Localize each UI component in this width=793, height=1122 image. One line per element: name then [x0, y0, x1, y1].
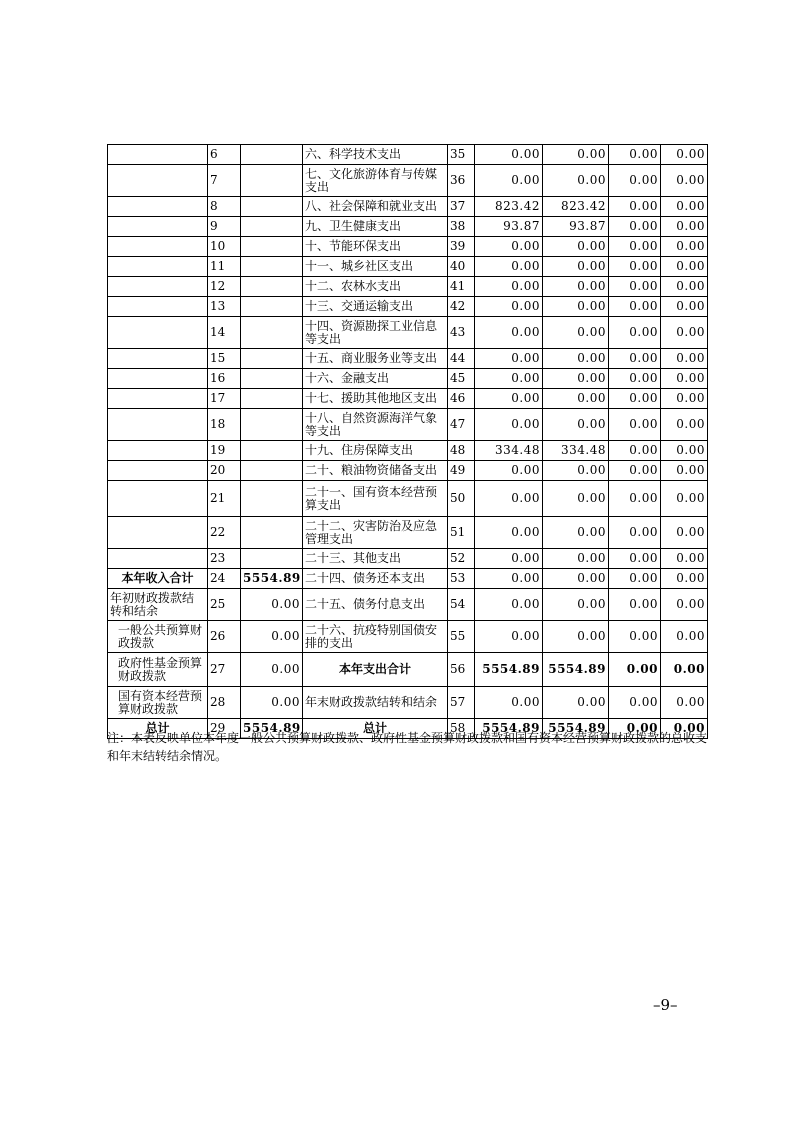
- income-amount: [241, 461, 303, 481]
- gov-fund-amount: 0.00: [609, 389, 661, 409]
- expenditure-item: 十四、资源勘探工业信息等支出: [303, 317, 448, 349]
- income-amount: 0.00: [241, 687, 303, 719]
- general-budget-amount: 0.00: [543, 517, 609, 549]
- gov-fund-amount: 0.00: [609, 257, 661, 277]
- general-budget-amount: 0.00: [543, 461, 609, 481]
- gov-fund-amount: 0.00: [609, 237, 661, 257]
- state-capital-amount: 0.00: [661, 317, 708, 349]
- gov-fund-amount: 0.00: [609, 621, 661, 653]
- table-row: [108, 369, 708, 389]
- gov-fund-amount: 0.00: [609, 277, 661, 297]
- line-number: 51: [448, 517, 475, 549]
- line-number: 29: [208, 719, 241, 739]
- general-budget-amount: 93.87: [543, 217, 609, 237]
- line-number: 48: [448, 441, 475, 461]
- income-amount: [241, 197, 303, 217]
- line-number: 20: [208, 461, 241, 481]
- line-number: 13: [208, 297, 241, 317]
- line-number: 12: [208, 277, 241, 297]
- income-amount: 5554.89: [241, 569, 303, 589]
- expenditure-item: 二十一、国有资本经营预算支出: [303, 481, 448, 517]
- table-row: [108, 317, 708, 349]
- state-capital-amount: 0.00: [661, 687, 708, 719]
- expenditure-item: 十七、援助其他地区支出: [303, 389, 448, 409]
- line-number: 35: [448, 145, 475, 165]
- line-number: 27: [208, 653, 241, 687]
- general-budget-amount: 823.42: [543, 197, 609, 217]
- expenditure-item: 二十、粮油物资储备支出: [303, 461, 448, 481]
- expenditure-item: 本年支出合计: [303, 653, 448, 687]
- line-number: 44: [448, 349, 475, 369]
- total-amount: 0.00: [475, 257, 543, 277]
- income-label: [108, 409, 208, 441]
- line-number: 57: [448, 687, 475, 719]
- general-budget-amount: 0.00: [543, 569, 609, 589]
- expenditure-item: 十八、自然资源海洋气象等支出: [303, 409, 448, 441]
- state-capital-amount: 0.00: [661, 349, 708, 369]
- expenditure-item: 总计: [303, 719, 448, 739]
- state-capital-amount: 0.00: [661, 589, 708, 621]
- state-capital-amount: 0.00: [661, 369, 708, 389]
- income-label: [108, 277, 208, 297]
- gov-fund-amount: 0.00: [609, 197, 661, 217]
- table-row: [108, 621, 708, 653]
- expenditure-item: 十二、农林水支出: [303, 277, 448, 297]
- line-number: 52: [448, 549, 475, 569]
- line-number: 10: [208, 237, 241, 257]
- line-number: 40: [448, 257, 475, 277]
- state-capital-amount: 0.00: [661, 237, 708, 257]
- income-label: [108, 145, 208, 165]
- total-amount: 0.00: [475, 409, 543, 441]
- general-budget-amount: 0.00: [543, 277, 609, 297]
- state-capital-amount: 0.00: [661, 217, 708, 237]
- general-budget-amount: 0.00: [543, 687, 609, 719]
- line-number: 25: [208, 589, 241, 621]
- line-number: 38: [448, 217, 475, 237]
- total-amount: 0.00: [475, 297, 543, 317]
- general-budget-amount: 0.00: [543, 621, 609, 653]
- income-amount: [241, 517, 303, 549]
- line-number: 43: [448, 317, 475, 349]
- income-label: [108, 461, 208, 481]
- general-budget-amount: 0.00: [543, 297, 609, 317]
- income-label: 国有资本经营预算财政拨款: [108, 687, 208, 719]
- income-amount: [241, 549, 303, 569]
- line-number: 18: [208, 409, 241, 441]
- total-amount: 334.48: [475, 441, 543, 461]
- gov-fund-amount: 0.00: [609, 461, 661, 481]
- gov-fund-amount: 0.00: [609, 687, 661, 719]
- line-number: 26: [208, 621, 241, 653]
- table-row: [108, 349, 708, 369]
- total-amount: 0.00: [475, 389, 543, 409]
- state-capital-amount: 0.00: [661, 621, 708, 653]
- total-amount: 93.87: [475, 217, 543, 237]
- total-amount: 0.00: [475, 549, 543, 569]
- line-number: 53: [448, 569, 475, 589]
- state-capital-amount: 0.00: [661, 461, 708, 481]
- line-number: 7: [208, 165, 241, 197]
- table-row: [108, 549, 708, 569]
- income-amount: [241, 481, 303, 517]
- total-amount: 0.00: [475, 569, 543, 589]
- gov-fund-amount: 0.00: [609, 589, 661, 621]
- fiscal-appropriation-table: [107, 144, 708, 739]
- general-budget-amount: 0.00: [543, 369, 609, 389]
- line-number: 6: [208, 145, 241, 165]
- income-amount: [241, 165, 303, 197]
- general-budget-amount: 5554.89: [543, 653, 609, 687]
- state-capital-amount: 0.00: [661, 409, 708, 441]
- general-budget-amount: 0.00: [543, 237, 609, 257]
- expenditure-item: 二十二、灾害防治及应急管理支出: [303, 517, 448, 549]
- total-amount: 0.00: [475, 165, 543, 197]
- expenditure-item: 十三、交通运输支出: [303, 297, 448, 317]
- gov-fund-amount: 0.00: [609, 481, 661, 517]
- income-label: [108, 349, 208, 369]
- gov-fund-amount: 0.00: [609, 719, 661, 739]
- expenditure-item: 十、节能环保支出: [303, 237, 448, 257]
- total-amount: 0.00: [475, 461, 543, 481]
- total-amount: 5554.89: [475, 653, 543, 687]
- expenditure-item: 二十三、其他支出: [303, 549, 448, 569]
- total-amount: 0.00: [475, 237, 543, 257]
- gov-fund-amount: 0.00: [609, 441, 661, 461]
- line-number: 21: [208, 481, 241, 517]
- table-row: [108, 257, 708, 277]
- expenditure-item: 十九、住房保障支出: [303, 441, 448, 461]
- table-row: [108, 687, 708, 719]
- gov-fund-amount: 0.00: [609, 569, 661, 589]
- total-amount: 5554.89: [475, 719, 543, 739]
- income-label: 年初财政拨款结转和结余: [108, 589, 208, 621]
- table-row: [108, 277, 708, 297]
- income-label: 一般公共预算财政拨款: [108, 621, 208, 653]
- line-number: 14: [208, 317, 241, 349]
- expenditure-item: 九、卫生健康支出: [303, 217, 448, 237]
- income-label: [108, 165, 208, 197]
- table-row: [108, 237, 708, 257]
- table-row: [108, 165, 708, 197]
- general-budget-amount: 0.00: [543, 589, 609, 621]
- total-amount: 0.00: [475, 589, 543, 621]
- expenditure-item: 十六、金融支出: [303, 369, 448, 389]
- line-number: 54: [448, 589, 475, 621]
- income-amount: [241, 257, 303, 277]
- income-amount: 0.00: [241, 621, 303, 653]
- income-label: [108, 517, 208, 549]
- income-amount: [241, 237, 303, 257]
- gov-fund-amount: 0.00: [609, 145, 661, 165]
- expenditure-item: 二十五、债务付息支出: [303, 589, 448, 621]
- general-budget-amount: 0.00: [543, 145, 609, 165]
- income-label: [108, 549, 208, 569]
- table-row: [108, 481, 708, 517]
- income-label: 政府性基金预算财政拨款: [108, 653, 208, 687]
- general-budget-amount: 0.00: [543, 549, 609, 569]
- income-amount: [241, 441, 303, 461]
- general-budget-amount: 0.00: [543, 389, 609, 409]
- state-capital-amount: 0.00: [661, 653, 708, 687]
- line-number: 36: [448, 165, 475, 197]
- income-amount: [241, 297, 303, 317]
- table-row: [108, 197, 708, 217]
- general-budget-amount: 0.00: [543, 165, 609, 197]
- income-amount: [241, 145, 303, 165]
- line-number: 24: [208, 569, 241, 589]
- table-row: [108, 297, 708, 317]
- total-amount: 0.00: [475, 349, 543, 369]
- table-row: [108, 461, 708, 481]
- table-row: [108, 653, 708, 687]
- line-number: 58: [448, 719, 475, 739]
- line-number: 23: [208, 549, 241, 569]
- gov-fund-amount: 0.00: [609, 165, 661, 197]
- total-amount: 0.00: [475, 621, 543, 653]
- state-capital-amount: 0.00: [661, 441, 708, 461]
- line-number: 15: [208, 349, 241, 369]
- table-row: [108, 409, 708, 441]
- total-amount: 823.42: [475, 197, 543, 217]
- gov-fund-amount: 0.00: [609, 409, 661, 441]
- income-label: [108, 217, 208, 237]
- state-capital-amount: 0.00: [661, 145, 708, 165]
- expenditure-item: 七、文化旅游体育与传媒支出: [303, 165, 448, 197]
- general-budget-amount: 0.00: [543, 317, 609, 349]
- total-amount: 0.00: [475, 369, 543, 389]
- gov-fund-amount: 0.00: [609, 517, 661, 549]
- state-capital-amount: 0.00: [661, 277, 708, 297]
- expenditure-item: 年末财政拨款结转和结余: [303, 687, 448, 719]
- state-capital-amount: 0.00: [661, 719, 708, 739]
- income-amount: [241, 217, 303, 237]
- line-number: 55: [448, 621, 475, 653]
- page-number: –9–: [653, 996, 678, 1014]
- table-row: [108, 441, 708, 461]
- line-number: 45: [448, 369, 475, 389]
- line-number: 22: [208, 517, 241, 549]
- gov-fund-amount: 0.00: [609, 297, 661, 317]
- table-note: 注：本表反映单位本年度一般公共预算财政拨款、政府性基金预算财政拨款和国有资本经营预算财政拨款的总收支和年末结转结余情况。: [107, 731, 708, 763]
- income-label: [108, 257, 208, 277]
- gov-fund-amount: 0.00: [609, 653, 661, 687]
- table-row: [108, 217, 708, 237]
- table-row: [108, 569, 708, 589]
- line-number: 41: [448, 277, 475, 297]
- income-amount: [241, 277, 303, 297]
- income-amount: [241, 389, 303, 409]
- total-amount: 0.00: [475, 145, 543, 165]
- line-number: 17: [208, 389, 241, 409]
- gov-fund-amount: 0.00: [609, 349, 661, 369]
- line-number: 39: [448, 237, 475, 257]
- expenditure-item: 八、社会保障和就业支出: [303, 197, 448, 217]
- expenditure-item: 十一、城乡社区支出: [303, 257, 448, 277]
- income-label: 本年收入合计: [108, 569, 208, 589]
- expenditure-item: 十五、商业服务业等支出: [303, 349, 448, 369]
- line-number: 37: [448, 197, 475, 217]
- income-amount: 0.00: [241, 589, 303, 621]
- expenditure-item: 二十四、债务还本支出: [303, 569, 448, 589]
- line-number: 8: [208, 197, 241, 217]
- state-capital-amount: 0.00: [661, 257, 708, 277]
- expenditure-item: 二十六、抗疫特别国债安排的支出: [303, 621, 448, 653]
- line-number: 28: [208, 687, 241, 719]
- income-label: 总计: [108, 719, 208, 739]
- total-amount: 0.00: [475, 277, 543, 297]
- income-amount: 0.00: [241, 653, 303, 687]
- income-label: [108, 297, 208, 317]
- income-label: [108, 441, 208, 461]
- income-label: [108, 197, 208, 217]
- general-budget-amount: 0.00: [543, 481, 609, 517]
- line-number: 42: [448, 297, 475, 317]
- state-capital-amount: 0.00: [661, 297, 708, 317]
- income-label: [108, 481, 208, 517]
- income-label: [108, 369, 208, 389]
- state-capital-amount: 0.00: [661, 389, 708, 409]
- line-number: 11: [208, 257, 241, 277]
- gov-fund-amount: 0.00: [609, 217, 661, 237]
- general-budget-amount: 0.00: [543, 409, 609, 441]
- income-amount: [241, 409, 303, 441]
- total-amount: 0.00: [475, 687, 543, 719]
- state-capital-amount: 0.00: [661, 197, 708, 217]
- expenditure-item: 六、科学技术支出: [303, 145, 448, 165]
- line-number: 9: [208, 217, 241, 237]
- line-number: 49: [448, 461, 475, 481]
- state-capital-amount: 0.00: [661, 165, 708, 197]
- income-amount: 5554.89: [241, 719, 303, 739]
- general-budget-amount: 334.48: [543, 441, 609, 461]
- gov-fund-amount: 0.00: [609, 369, 661, 389]
- state-capital-amount: 0.00: [661, 481, 708, 517]
- income-amount: [241, 349, 303, 369]
- total-amount: 0.00: [475, 517, 543, 549]
- line-number: 16: [208, 369, 241, 389]
- state-capital-amount: 0.00: [661, 569, 708, 589]
- gov-fund-amount: 0.00: [609, 317, 661, 349]
- line-number: 56: [448, 653, 475, 687]
- general-budget-amount: 5554.89: [543, 719, 609, 739]
- total-amount: 0.00: [475, 317, 543, 349]
- total-amount: 0.00: [475, 481, 543, 517]
- state-capital-amount: 0.00: [661, 517, 708, 549]
- income-label: [108, 389, 208, 409]
- income-label: [108, 237, 208, 257]
- line-number: 46: [448, 389, 475, 409]
- general-budget-amount: 0.00: [543, 349, 609, 369]
- income-amount: [241, 369, 303, 389]
- table-row: [108, 589, 708, 621]
- state-capital-amount: 0.00: [661, 549, 708, 569]
- income-label: [108, 317, 208, 349]
- general-budget-amount: 0.00: [543, 257, 609, 277]
- line-number: 50: [448, 481, 475, 517]
- line-number: 19: [208, 441, 241, 461]
- income-amount: [241, 317, 303, 349]
- gov-fund-amount: 0.00: [609, 549, 661, 569]
- table-row: [108, 145, 708, 165]
- table-row: [108, 389, 708, 409]
- line-number: 47: [448, 409, 475, 441]
- table-row: [108, 517, 708, 549]
